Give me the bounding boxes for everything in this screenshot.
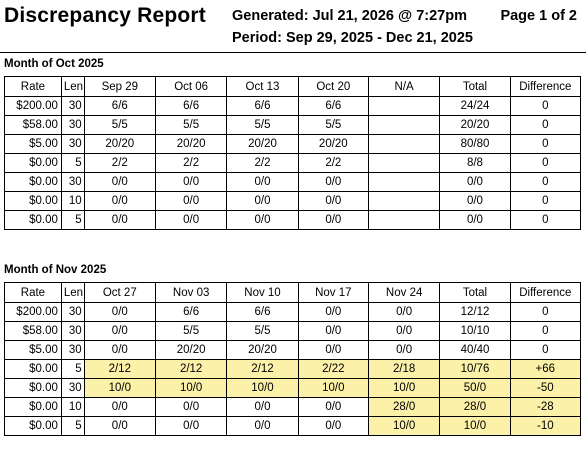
column-header: Oct 20 [298, 77, 368, 97]
column-header: Nov 10 [227, 283, 298, 303]
table-row [5, 173, 581, 192]
week-cell: 0/0 [368, 303, 439, 322]
week-cell: 0/0 [298, 341, 368, 360]
len-cell: 30 [61, 341, 84, 360]
week-cell [368, 192, 439, 211]
rate-cell: $58.00 [5, 116, 62, 135]
week-cell: 20/20 [227, 341, 298, 360]
week-cell: 5/5 [227, 116, 298, 135]
week-cell: 28/0 [368, 398, 439, 417]
week-cell: 10/0 [368, 417, 439, 436]
difference-cell: 0 [510, 341, 580, 360]
column-header: N/A [368, 77, 439, 97]
week-cell: 5/5 [155, 116, 226, 135]
week-cell: 0/0 [298, 398, 368, 417]
table-row [5, 379, 581, 398]
section-title-nov-2025: Month of Nov 2025 [4, 264, 107, 276]
week-cell [368, 211, 439, 230]
column-header: Total [440, 77, 510, 97]
week-cell: 0/0 [227, 173, 298, 192]
difference-cell: 0 [510, 173, 580, 192]
difference-cell: 0 [510, 303, 580, 322]
week-cell: 0/0 [298, 417, 368, 436]
difference-cell: 0 [510, 322, 580, 341]
total-cell: 12/12 [440, 303, 510, 322]
week-cell: 5/5 [227, 322, 298, 341]
len-cell: 30 [61, 303, 84, 322]
week-cell: 2/12 [155, 360, 226, 379]
table-row [5, 341, 581, 360]
column-header: Oct 06 [155, 77, 226, 97]
week-cell: 0/0 [368, 322, 439, 341]
difference-cell: 0 [510, 97, 580, 116]
week-cell: 0/0 [84, 322, 155, 341]
week-cell: 0/0 [84, 192, 155, 211]
rate-cell: $0.00 [5, 360, 62, 379]
column-header: Sep 29 [84, 77, 155, 97]
week-cell [368, 135, 439, 154]
section-title-oct-2025: Month of Oct 2025 [4, 58, 104, 70]
week-cell: 0/0 [84, 211, 155, 230]
total-cell: 0/0 [440, 173, 510, 192]
table-row [5, 135, 581, 154]
difference-cell: 0 [510, 135, 580, 154]
week-cell: 0/0 [84, 341, 155, 360]
week-cell: 20/20 [155, 135, 226, 154]
rate-cell: $200.00 [5, 97, 62, 116]
week-cell: 0/0 [155, 211, 226, 230]
len-cell: 5 [61, 417, 84, 436]
week-cell: 6/6 [227, 97, 298, 116]
week-cell [368, 116, 439, 135]
column-header: Total [440, 283, 510, 303]
week-cell: 0/0 [227, 211, 298, 230]
table-row [5, 192, 581, 211]
week-cell: 2/12 [227, 360, 298, 379]
week-cell: 5/5 [298, 116, 368, 135]
rate-cell: $200.00 [5, 303, 62, 322]
column-header: Rate [5, 77, 62, 97]
table-row [5, 360, 581, 379]
week-cell: 0/0 [227, 192, 298, 211]
difference-cell: -10 [510, 417, 580, 436]
table-header-row [5, 77, 581, 97]
week-cell [368, 154, 439, 173]
week-cell: 2/12 [84, 360, 155, 379]
difference-cell: 0 [510, 154, 580, 173]
total-cell: 0/0 [440, 211, 510, 230]
total-cell: 80/80 [440, 135, 510, 154]
week-cell: 20/20 [298, 135, 368, 154]
total-cell: 10/0 [440, 417, 510, 436]
week-cell: 10/0 [298, 379, 368, 398]
rate-cell: $58.00 [5, 322, 62, 341]
rate-cell: $5.00 [5, 341, 62, 360]
difference-cell: -28 [510, 398, 580, 417]
week-cell [368, 173, 439, 192]
column-header: Len [61, 283, 84, 303]
table-row [5, 97, 581, 116]
week-cell: 6/6 [155, 303, 226, 322]
len-cell: 30 [61, 322, 84, 341]
week-cell: 2/2 [227, 154, 298, 173]
len-cell: 30 [61, 116, 84, 135]
week-cell: 0/0 [84, 398, 155, 417]
difference-cell: 0 [510, 211, 580, 230]
week-cell: 0/0 [84, 173, 155, 192]
column-header: Difference [510, 283, 580, 303]
week-cell: 2/18 [368, 360, 439, 379]
week-cell: 5/5 [155, 322, 226, 341]
week-cell: 0/0 [155, 398, 226, 417]
table-header-row [5, 283, 581, 303]
rate-cell: $0.00 [5, 417, 62, 436]
report-period: Period: Sep 29, 2025 - Dec 21, 2025 [232, 30, 473, 46]
week-cell: 20/20 [84, 135, 155, 154]
week-cell: 0/0 [368, 341, 439, 360]
rate-cell: $0.00 [5, 211, 62, 230]
week-cell: 0/0 [84, 417, 155, 436]
rate-cell: $0.00 [5, 154, 62, 173]
table-row [5, 211, 581, 230]
report-header [0, 0, 586, 56]
column-header: Difference [510, 77, 580, 97]
week-cell: 0/0 [298, 192, 368, 211]
discrepancy-table-oct-2025 [4, 76, 581, 230]
generated-timestamp: Generated: Jul 21, 2026 @ 7:27pm [232, 8, 467, 24]
difference-cell: 0 [510, 192, 580, 211]
week-cell: 6/6 [227, 303, 298, 322]
report-title: Discrepancy Report [4, 4, 207, 27]
discrepancy-table-nov-2025 [4, 282, 581, 436]
column-header: Oct 27 [84, 283, 155, 303]
week-cell: 10/0 [155, 379, 226, 398]
len-cell: 10 [61, 398, 84, 417]
table-row [5, 116, 581, 135]
table-row [5, 154, 581, 173]
rate-cell: $5.00 [5, 135, 62, 154]
week-cell: 6/6 [298, 97, 368, 116]
len-cell: 30 [61, 97, 84, 116]
page-number: Page 1 of 2 [500, 8, 577, 24]
column-header: Oct 13 [227, 77, 298, 97]
week-cell: 0/0 [227, 398, 298, 417]
len-cell: 5 [61, 360, 84, 379]
difference-cell: +66 [510, 360, 580, 379]
total-cell: 8/8 [440, 154, 510, 173]
table-row [5, 398, 581, 417]
week-cell: 0/0 [298, 303, 368, 322]
week-cell: 2/2 [155, 154, 226, 173]
week-cell: 10/0 [368, 379, 439, 398]
difference-cell: 0 [510, 116, 580, 135]
difference-cell: -50 [510, 379, 580, 398]
week-cell: 0/0 [298, 211, 368, 230]
len-cell: 30 [61, 173, 84, 192]
column-header: Len [61, 77, 84, 97]
week-cell: 0/0 [155, 192, 226, 211]
len-cell: 10 [61, 192, 84, 211]
week-cell: 0/0 [298, 173, 368, 192]
week-cell: 2/2 [298, 154, 368, 173]
len-cell: 5 [61, 154, 84, 173]
len-cell: 5 [61, 211, 84, 230]
total-cell: 10/10 [440, 322, 510, 341]
week-cell: 0/0 [298, 322, 368, 341]
rate-cell: $0.00 [5, 379, 62, 398]
total-cell: 40/40 [440, 341, 510, 360]
total-cell: 0/0 [440, 192, 510, 211]
week-cell: 0/0 [155, 417, 226, 436]
column-header: Nov 03 [155, 283, 226, 303]
total-cell: 28/0 [440, 398, 510, 417]
week-cell: 0/0 [84, 303, 155, 322]
total-cell: 50/0 [440, 379, 510, 398]
week-cell: 2/2 [84, 154, 155, 173]
week-cell: 10/0 [227, 379, 298, 398]
week-cell [368, 97, 439, 116]
rate-cell: $0.00 [5, 398, 62, 417]
week-cell: 6/6 [155, 97, 226, 116]
column-header: Nov 24 [368, 283, 439, 303]
total-cell: 20/20 [440, 116, 510, 135]
table-row [5, 322, 581, 341]
week-cell: 10/0 [84, 379, 155, 398]
table-row [5, 417, 581, 436]
len-cell: 30 [61, 135, 84, 154]
rate-cell: $0.00 [5, 192, 62, 211]
week-cell: 0/0 [227, 417, 298, 436]
total-cell: 24/24 [440, 97, 510, 116]
table-row [5, 303, 581, 322]
week-cell: 0/0 [155, 173, 226, 192]
rate-cell: $0.00 [5, 173, 62, 192]
week-cell: 5/5 [84, 116, 155, 135]
week-cell: 6/6 [84, 97, 155, 116]
len-cell: 30 [61, 379, 84, 398]
week-cell: 20/20 [227, 135, 298, 154]
week-cell: 20/20 [155, 341, 226, 360]
total-cell: 10/76 [440, 360, 510, 379]
header-divider [0, 52, 586, 53]
column-header: Rate [5, 283, 62, 303]
column-header: Nov 17 [298, 283, 368, 303]
week-cell: 2/22 [298, 360, 368, 379]
